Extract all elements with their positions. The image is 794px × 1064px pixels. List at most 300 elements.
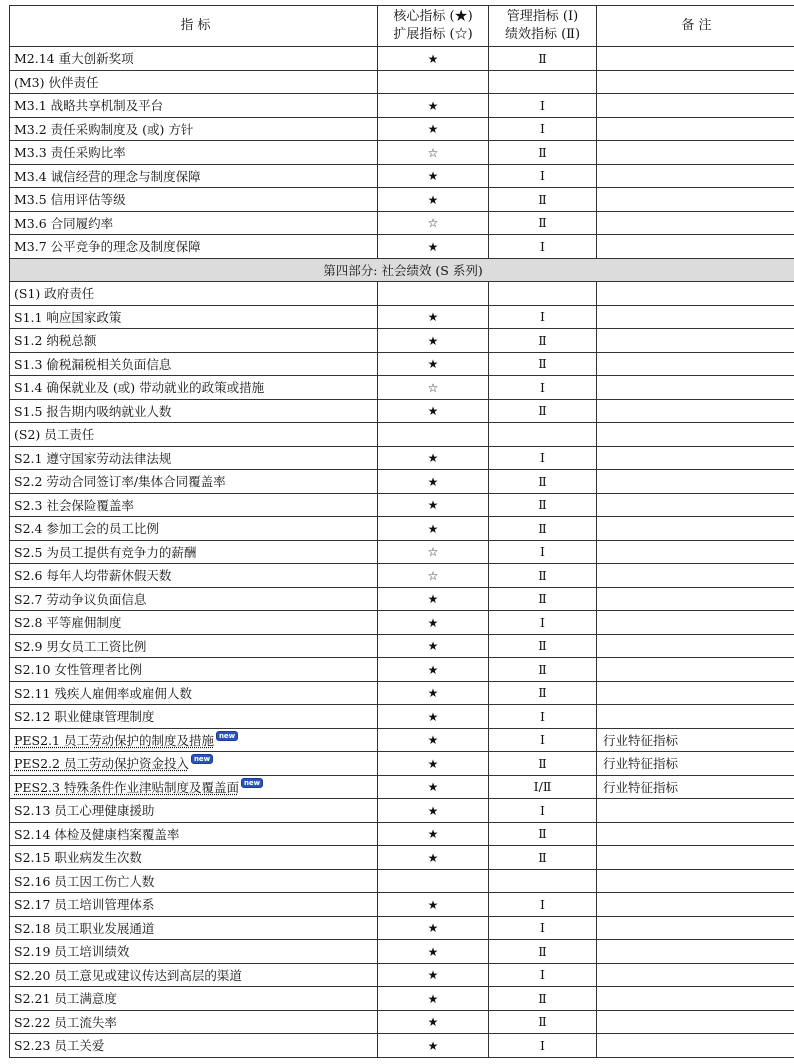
indicator-name-cell [10, 564, 378, 588]
note-cell [597, 211, 794, 235]
indicator-name: M3.7 公平竞争的理念及制度保障 [14, 239, 201, 255]
note-cell [597, 470, 794, 494]
note-cell [597, 399, 794, 423]
core-extend-cell [378, 70, 489, 94]
indicator-name: S1.4 确保就业及 (或) 带动就业的政策或措施 [14, 380, 265, 396]
mgmt-perf-cell [489, 423, 597, 447]
core-extend-cell [378, 329, 489, 353]
core-extend-cell [378, 94, 489, 118]
core-extend-cell [378, 211, 489, 235]
note-text: 行业特征指标 [603, 779, 679, 795]
indicator-name-cell [10, 611, 378, 635]
indicator-name: (S2) 员工责任 [14, 427, 95, 443]
filled-star-icon: ★ [427, 709, 439, 724]
table-row [10, 611, 794, 635]
mgmt-perf-value: Ⅰ [540, 309, 545, 325]
mgmt-perf-cell [489, 1034, 597, 1058]
table-row [10, 94, 794, 118]
indicator-name: S1.5 报告期内吸纳就业人数 [14, 403, 172, 419]
core-extend-cell [378, 869, 489, 893]
filled-star-icon: ★ [427, 451, 439, 466]
table-row [10, 681, 794, 705]
indicator-name: S2.3 社会保险覆盖率 [14, 497, 134, 513]
note-cell [597, 329, 794, 353]
note-cell [597, 493, 794, 517]
indicator-name-cell [10, 376, 378, 400]
mgmt-perf-cell [489, 282, 597, 306]
mgmt-perf-value: Ⅰ [540, 802, 545, 818]
table-row [10, 399, 794, 423]
indicator-name: S2.17 员工培训管理体系 [14, 897, 155, 913]
indicator-name: PES2.3 特殊条件作业津贴制度及覆盖面 [14, 779, 239, 795]
filled-star-icon: ★ [427, 780, 439, 795]
note-cell [597, 916, 794, 940]
filled-star-icon: ★ [427, 897, 439, 912]
header-extend-label: 扩展指标 (☆) [393, 27, 473, 42]
filled-star-icon: ★ [427, 968, 439, 983]
indicator-name: S2.4 参加工会的员工比例 [14, 521, 159, 537]
mgmt-perf-value: Ⅱ [538, 567, 547, 583]
mgmt-perf-value: Ⅱ [538, 356, 547, 372]
indicator-name: M3.4 诚信经营的理念与制度保障 [14, 168, 201, 184]
mgmt-perf-value: Ⅰ [540, 920, 545, 936]
table-row [10, 517, 794, 541]
header-perf-label: 绩效指标 (Ⅱ) [504, 27, 581, 42]
table-row [10, 1010, 794, 1034]
hollow-star-icon: ☆ [427, 145, 439, 160]
note-cell [597, 352, 794, 376]
mgmt-perf-cell [489, 94, 597, 118]
header-mgmt-label: 管理指标 (Ⅰ) [506, 9, 579, 24]
filled-star-icon: ★ [427, 404, 439, 419]
indicator-name: S1.2 纳税总额 [14, 333, 97, 349]
indicator-name: S2.21 员工满意度 [14, 991, 117, 1007]
filled-star-icon: ★ [427, 98, 439, 113]
header-note [597, 6, 794, 47]
mgmt-perf-value: Ⅰ [540, 168, 545, 184]
mgmt-perf-cell [489, 728, 597, 752]
indicator-name-cell [10, 329, 378, 353]
indicator-name: S2.19 员工培训绩效 [14, 944, 130, 960]
mgmt-perf-value: Ⅰ [540, 1037, 545, 1053]
mgmt-perf-value: Ⅱ [538, 215, 547, 231]
core-extend-cell [378, 822, 489, 846]
indicator-name: S2.7 劳动争议负面信息 [14, 591, 147, 607]
new-badge: new [241, 778, 263, 788]
indicator-name: S2.6 每年人均带薪休假天数 [14, 568, 172, 584]
indicator-name-cell [10, 517, 378, 541]
mgmt-perf-value: Ⅱ [538, 990, 547, 1006]
new-badge: new [216, 731, 238, 741]
filled-star-icon: ★ [427, 733, 439, 748]
mgmt-perf-cell [489, 329, 597, 353]
mgmt-perf-value: Ⅱ [538, 943, 547, 959]
filled-star-icon: ★ [427, 521, 439, 536]
mgmt-perf-cell [489, 893, 597, 917]
table-row [10, 963, 794, 987]
core-extend-cell [378, 141, 489, 165]
indicator-name: S2.23 员工关爱 [14, 1038, 105, 1054]
core-extend-cell [378, 916, 489, 940]
indicator-name: M3.2 责任采购制度及 (或) 方针 [14, 121, 194, 137]
mgmt-perf-value: Ⅰ [540, 97, 545, 113]
note-cell [597, 423, 794, 447]
mgmt-perf-cell [489, 752, 597, 776]
header-indicator [10, 6, 378, 47]
mgmt-perf-cell [489, 235, 597, 259]
indicator-name-cell [10, 916, 378, 940]
indicator-name-cell [10, 634, 378, 658]
indicator-name: S2.12 职业健康管理制度 [14, 709, 155, 725]
filled-star-icon: ★ [427, 357, 439, 372]
mgmt-perf-value: Ⅱ [538, 755, 547, 771]
mgmt-perf-cell [489, 352, 597, 376]
note-cell [597, 846, 794, 870]
note-cell [597, 188, 794, 212]
indicator-name: S2.11 残疾人雇佣率或雇佣人数 [14, 685, 192, 701]
header-mgmt-perf [489, 6, 597, 47]
indicator-name-cell [10, 658, 378, 682]
mgmt-perf-value: Ⅱ [538, 191, 547, 207]
table-row [10, 117, 794, 141]
table-row [10, 634, 794, 658]
table-row [10, 799, 794, 823]
core-extend-cell [378, 752, 489, 776]
note-cell [597, 376, 794, 400]
mgmt-perf-cell [489, 540, 597, 564]
table-row [10, 493, 794, 517]
note-cell [597, 47, 794, 71]
indicator-name: (M3) 伙伴责任 [14, 74, 99, 90]
header-core-label: 核心指标 (★) [393, 9, 473, 24]
header-note-label: 备 注 [681, 18, 712, 33]
filled-star-icon: ★ [427, 1038, 439, 1053]
indicator-name-cell [10, 352, 378, 376]
core-extend-cell [378, 1034, 489, 1058]
mgmt-perf-cell [489, 211, 597, 235]
note-cell [597, 869, 794, 893]
table-row [10, 376, 794, 400]
filled-star-icon: ★ [427, 639, 439, 654]
header-core-extend [378, 6, 489, 47]
indicator-name: S2.14 体检及健康档案覆盖率 [14, 826, 180, 842]
indicator-name: S2.13 员工心理健康援助 [14, 803, 155, 819]
table-row [10, 940, 794, 964]
indicator-name: M3.6 合同履约率 [14, 215, 114, 231]
core-extend-cell [378, 117, 489, 141]
indicator-name-cell [10, 1010, 378, 1034]
mgmt-perf-cell [489, 963, 597, 987]
mgmt-perf-value: Ⅱ [538, 1014, 547, 1030]
mgmt-perf-cell [489, 987, 597, 1011]
note-cell [597, 634, 794, 658]
indicator-name-cell [10, 1034, 378, 1058]
indicator-name: S2.16 员工因工伤亡人数 [14, 873, 155, 889]
mgmt-perf-value: Ⅰ [540, 708, 545, 724]
mgmt-perf-cell [489, 70, 597, 94]
mgmt-perf-value: Ⅰ [540, 896, 545, 912]
indicator-table [9, 5, 794, 1058]
table-row [10, 916, 794, 940]
mgmt-perf-cell [489, 846, 597, 870]
mgmt-perf-value: Ⅰ [540, 379, 545, 395]
note-cell [597, 1010, 794, 1034]
filled-star-icon: ★ [427, 310, 439, 325]
filled-star-icon: ★ [427, 615, 439, 630]
note-cell [597, 940, 794, 964]
indicator-name-cell [10, 681, 378, 705]
table-row [10, 470, 794, 494]
mgmt-perf-value: Ⅱ [538, 849, 547, 865]
note-cell [597, 117, 794, 141]
core-extend-cell [378, 634, 489, 658]
indicator-name-cell [10, 869, 378, 893]
filled-star-icon: ★ [427, 122, 439, 137]
mgmt-perf-value: Ⅰ/Ⅱ [533, 779, 552, 795]
indicator-name: S2.10 女性管理者比例 [14, 662, 142, 678]
filled-star-icon: ★ [427, 756, 439, 771]
filled-star-icon: ★ [427, 686, 439, 701]
core-extend-cell [378, 540, 489, 564]
section-title: 第四部分: 社会绩效 (S 系列) [10, 258, 794, 282]
core-extend-cell [378, 517, 489, 541]
core-extend-cell [378, 658, 489, 682]
table-row [10, 728, 794, 752]
indicator-name-cell [10, 987, 378, 1011]
indicator-name: S2.1 遵守国家劳动法律法规 [14, 450, 172, 466]
core-extend-cell [378, 399, 489, 423]
core-extend-cell [378, 188, 489, 212]
indicator-name: S1.3 偷税漏税相关负面信息 [14, 356, 172, 372]
indicator-name: PES2.2 员工劳动保护资金投入 [14, 756, 189, 772]
mgmt-perf-value: Ⅰ [540, 732, 545, 748]
mgmt-perf-cell [489, 305, 597, 329]
note-cell [597, 564, 794, 588]
note-cell [597, 752, 794, 776]
mgmt-perf-cell [489, 705, 597, 729]
core-extend-cell [378, 493, 489, 517]
table-row [10, 141, 794, 165]
mgmt-perf-value: Ⅱ [538, 520, 547, 536]
table-row [10, 705, 794, 729]
mgmt-perf-value: Ⅱ [538, 685, 547, 701]
mgmt-perf-value: Ⅰ [540, 967, 545, 983]
indicator-name-cell [10, 752, 378, 776]
hollow-star-icon: ☆ [427, 568, 439, 583]
indicator-name-cell [10, 211, 378, 235]
table-row [10, 587, 794, 611]
group-title [10, 423, 378, 447]
mgmt-perf-cell [489, 822, 597, 846]
filled-star-icon: ★ [427, 592, 439, 607]
mgmt-perf-value: Ⅱ [538, 661, 547, 677]
table-row [10, 893, 794, 917]
table-row [10, 235, 794, 259]
hollow-star-icon: ☆ [427, 380, 439, 395]
note-cell [597, 705, 794, 729]
core-extend-cell [378, 775, 489, 799]
mgmt-perf-value: Ⅰ [540, 121, 545, 137]
core-extend-cell [378, 987, 489, 1011]
new-badge: new [191, 754, 213, 764]
mgmt-perf-value: Ⅱ [538, 591, 547, 607]
mgmt-perf-value: Ⅱ [538, 144, 547, 160]
mgmt-perf-cell [489, 399, 597, 423]
indicator-name: M3.1 战略共享机制及平台 [14, 98, 164, 114]
core-extend-cell [378, 352, 489, 376]
mgmt-perf-cell [489, 164, 597, 188]
indicator-name-cell [10, 728, 378, 752]
indicator-name: S2.5 为员工提供有竞争力的薪酬 [14, 544, 197, 560]
mgmt-perf-value: Ⅱ [538, 332, 547, 348]
mgmt-perf-cell [489, 47, 597, 71]
core-extend-cell [378, 305, 489, 329]
note-cell [597, 681, 794, 705]
table-row [10, 775, 794, 799]
core-extend-cell [378, 893, 489, 917]
core-extend-cell [378, 587, 489, 611]
mgmt-perf-cell [489, 775, 597, 799]
indicator-name: M3.5 信用评估等级 [14, 192, 126, 208]
group-title [10, 70, 378, 94]
indicator-name-cell [10, 963, 378, 987]
filled-star-icon: ★ [427, 239, 439, 254]
core-extend-cell [378, 1010, 489, 1034]
table-row [10, 305, 794, 329]
filled-star-icon: ★ [427, 333, 439, 348]
indicator-name-cell [10, 141, 378, 165]
table-row [10, 164, 794, 188]
note-cell [597, 517, 794, 541]
mgmt-perf-cell [489, 869, 597, 893]
indicator-name-cell [10, 493, 378, 517]
note-cell [597, 1034, 794, 1058]
mgmt-perf-cell [489, 564, 597, 588]
indicator-name-cell [10, 164, 378, 188]
table-row [10, 869, 794, 893]
mgmt-perf-cell [489, 188, 597, 212]
filled-star-icon: ★ [427, 991, 439, 1006]
mgmt-perf-cell [489, 376, 597, 400]
indicator-name-cell [10, 117, 378, 141]
note-cell [597, 987, 794, 1011]
indicator-name: M3.3 责任采购比率 [14, 145, 126, 161]
note-cell [597, 611, 794, 635]
core-extend-cell [378, 963, 489, 987]
mgmt-perf-cell [489, 141, 597, 165]
mgmt-perf-value: Ⅰ [540, 450, 545, 466]
mgmt-perf-cell [489, 446, 597, 470]
mgmt-perf-cell [489, 470, 597, 494]
mgmt-perf-value: Ⅱ [538, 473, 547, 489]
table-row [10, 188, 794, 212]
mgmt-perf-cell [489, 799, 597, 823]
table-row [10, 564, 794, 588]
group-row [10, 423, 794, 447]
mgmt-perf-cell [489, 493, 597, 517]
core-extend-cell [378, 376, 489, 400]
filled-star-icon: ★ [427, 827, 439, 842]
indicator-name-cell [10, 305, 378, 329]
indicator-name-cell [10, 940, 378, 964]
group-row [10, 282, 794, 306]
core-extend-cell [378, 611, 489, 635]
header-indicator-label: 指 标 [180, 18, 211, 33]
mgmt-perf-cell [489, 658, 597, 682]
note-cell [597, 164, 794, 188]
note-cell [597, 587, 794, 611]
indicator-name-cell [10, 705, 378, 729]
hollow-star-icon: ☆ [427, 545, 439, 560]
filled-star-icon: ★ [427, 850, 439, 865]
indicator-name-cell [10, 94, 378, 118]
core-extend-cell [378, 564, 489, 588]
indicator-name: S2.2 劳动合同签订率/集体合同覆盖率 [14, 474, 226, 490]
filled-star-icon: ★ [427, 51, 439, 66]
indicator-name-cell [10, 470, 378, 494]
core-extend-cell [378, 282, 489, 306]
core-extend-cell [378, 940, 489, 964]
mgmt-perf-cell [489, 517, 597, 541]
indicator-name-cell [10, 188, 378, 212]
table-row [10, 446, 794, 470]
note-cell [597, 658, 794, 682]
note-cell [597, 775, 794, 799]
note-cell [597, 235, 794, 259]
note-cell [597, 446, 794, 470]
table-row [10, 846, 794, 870]
indicator-name-cell [10, 775, 378, 799]
note-cell [597, 728, 794, 752]
table-row [10, 658, 794, 682]
indicator-name: S2.9 男女员工工资比例 [14, 638, 147, 654]
table-row [10, 822, 794, 846]
indicator-name: S2.20 员工意见或建议传达到高层的渠道 [14, 967, 242, 983]
note-cell [597, 799, 794, 823]
mgmt-perf-cell [489, 117, 597, 141]
table-row [10, 987, 794, 1011]
core-extend-cell [378, 799, 489, 823]
filled-star-icon: ★ [427, 498, 439, 513]
core-extend-cell [378, 705, 489, 729]
filled-star-icon: ★ [427, 662, 439, 677]
mgmt-perf-value: Ⅱ [538, 50, 547, 66]
core-extend-cell [378, 164, 489, 188]
note-cell [597, 141, 794, 165]
mgmt-perf-value: Ⅰ [540, 238, 545, 254]
indicator-name-cell [10, 893, 378, 917]
indicator-name: (S1) 政府责任 [14, 286, 95, 302]
indicator-name-cell [10, 47, 378, 71]
indicator-name: S2.22 员工流失率 [14, 1014, 117, 1030]
mgmt-perf-value: Ⅱ [538, 638, 547, 654]
note-text: 行业特征指标 [603, 756, 679, 772]
indicator-name: M2.14 重大创新奖项 [14, 51, 134, 67]
core-extend-cell [378, 681, 489, 705]
indicator-name-cell [10, 540, 378, 564]
indicator-name-cell [10, 822, 378, 846]
table-row [10, 1034, 794, 1058]
table-row [10, 752, 794, 776]
core-extend-cell [378, 423, 489, 447]
indicator-name-cell [10, 399, 378, 423]
mgmt-perf-cell [489, 940, 597, 964]
group-row [10, 70, 794, 94]
filled-star-icon: ★ [427, 1015, 439, 1030]
table-row [10, 352, 794, 376]
table-row [10, 329, 794, 353]
indicator-name-cell [10, 587, 378, 611]
